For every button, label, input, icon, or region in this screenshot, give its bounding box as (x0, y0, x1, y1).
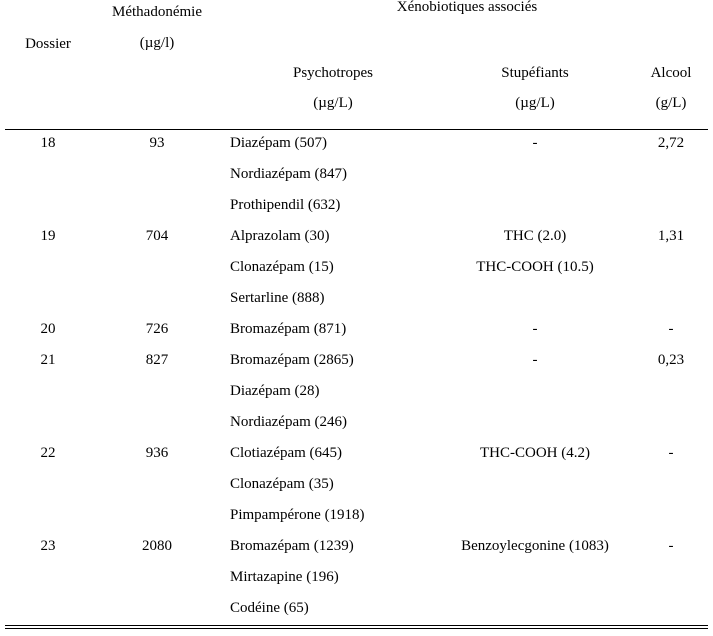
bottom-rule (5, 625, 708, 626)
cell-stupefiant: THC (2.0) (503, 228, 567, 244)
cell-alcool: 1,31 (657, 228, 685, 244)
header-rule (5, 129, 708, 130)
cell-psychotrope: Clotiazépam (645) (230, 445, 343, 461)
header-alcool-unit: (g/L) (655, 95, 687, 111)
header-dossier: Dossier (25, 36, 71, 52)
cell-psychotrope: Diazépam (507) (230, 135, 328, 151)
header-stupefiants: Stupéfiants (501, 65, 569, 81)
cell-alcool: - (668, 321, 674, 337)
cell-psychotrope: Clonazépam (35) (230, 476, 334, 492)
cell-dossier: 23 (40, 538, 56, 554)
cell-alcool: 0,23 (657, 352, 685, 368)
header-stupefiants-unit: (µg/L) (515, 95, 555, 111)
cell-psychotrope: Prothipendil (632) (230, 197, 341, 213)
cell-psychotrope: Bromazépam (1239) (230, 538, 354, 554)
cell-psychotrope: Bromazépam (2865) (230, 352, 354, 368)
cell-stupefiant: - (532, 352, 538, 368)
cell-dossier: 20 (40, 321, 56, 337)
bottom-rule-double (5, 628, 708, 629)
cell-methadonemie: 93 (149, 135, 165, 151)
cell-methadonemie: 704 (145, 228, 169, 244)
cell-psychotrope: Pimpampérone (1918) (230, 507, 365, 523)
cell-stupefiant: THC-COOH (4.2) (480, 445, 590, 461)
cell-stupefiant: - (532, 135, 538, 151)
cell-dossier: 19 (40, 228, 56, 244)
cell-psychotrope: Nordiazépam (246) (230, 414, 348, 430)
cell-dossier: 18 (40, 135, 56, 151)
cell-psychotrope: Sertarline (888) (230, 290, 325, 306)
cell-dossier: 22 (40, 445, 56, 461)
header-alcool: Alcool (650, 65, 692, 81)
cell-alcool: - (668, 538, 674, 554)
cell-psychotrope: Diazépam (28) (230, 383, 320, 399)
cell-methadonemie: 827 (145, 352, 169, 368)
cell-stupefiant: - (532, 321, 538, 337)
header-methadonemie: Méthadonémie (112, 4, 202, 20)
cell-stupefiant: Benzoylecgonine (1083) (461, 538, 609, 554)
cell-psychotrope: Mirtazapine (196) (230, 569, 339, 585)
cell-psychotrope: Codéine (65) (230, 600, 309, 616)
header-psychotropes-unit: (µg/L) (313, 95, 353, 111)
cell-psychotrope: Clonazépam (15) (230, 259, 334, 275)
header-methadonemie-unit: (µg/l) (139, 35, 175, 51)
cell-psychotrope: Alprazolam (30) (230, 228, 330, 244)
cell-psychotrope: Nordiazépam (847) (230, 166, 348, 182)
cell-methadonemie: 2080 (142, 538, 172, 554)
header-psychotropes: Psychotropes (293, 65, 373, 81)
cell-alcool: - (668, 445, 674, 461)
cell-psychotrope: Bromazépam (871) (230, 321, 347, 337)
cell-methadonemie: 726 (145, 321, 169, 337)
cell-alcool: 2,72 (657, 135, 685, 151)
header-xenobiotiques: Xénobiotiques associés (396, 0, 538, 15)
cell-stupefiant: THC-COOH (10.5) (476, 259, 594, 275)
cell-methadonemie: 936 (145, 445, 169, 461)
cell-dossier: 21 (40, 352, 56, 368)
